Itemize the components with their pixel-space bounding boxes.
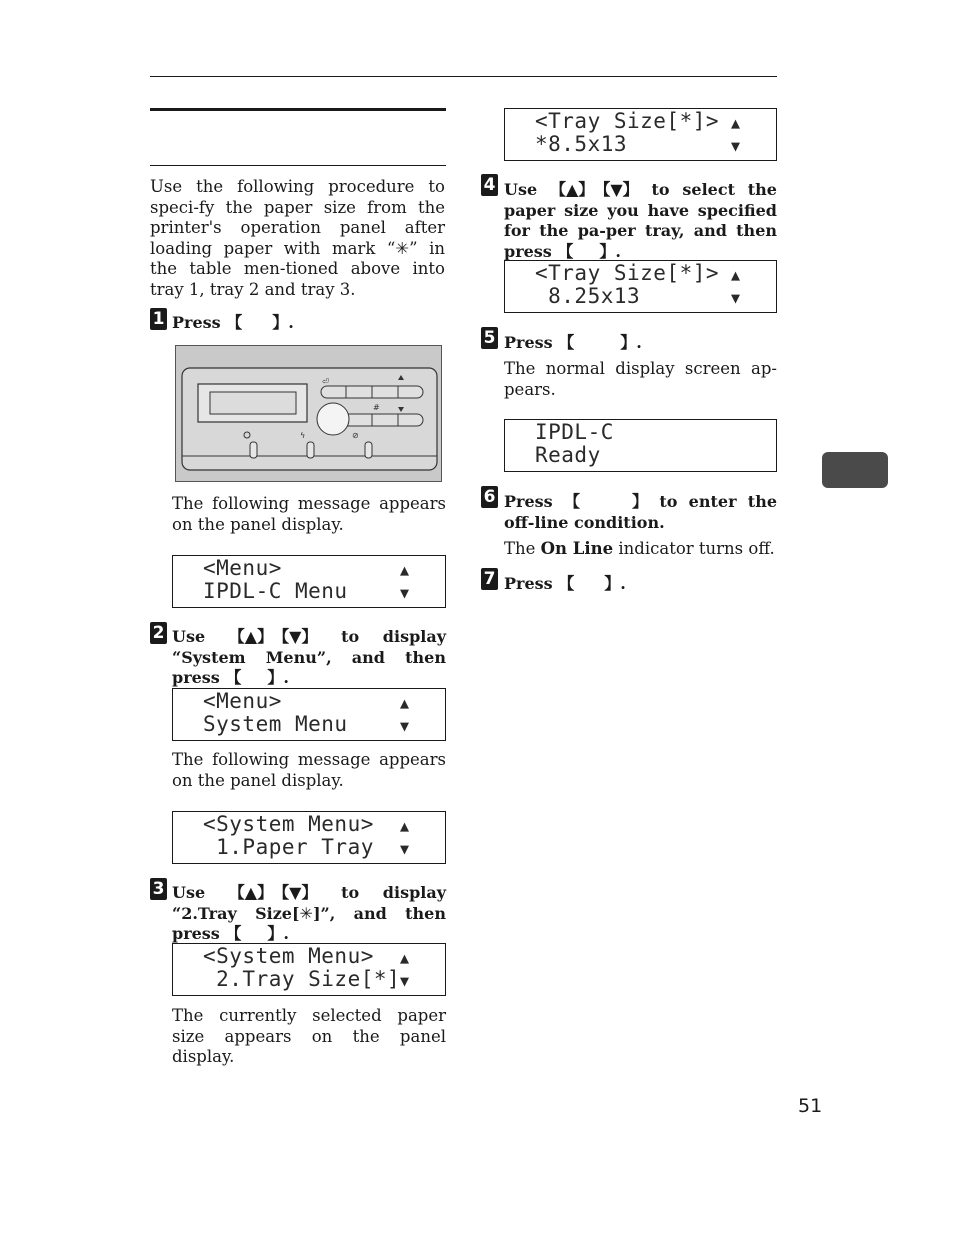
step-6-press-label: Press xyxy=(504,492,553,511)
bracket-open-icon: 【 xyxy=(549,180,566,199)
lcd-tray-size-selected xyxy=(504,260,777,313)
lcd-line-2: Ready xyxy=(535,443,601,467)
lcd-up-icon: ▲ xyxy=(400,949,410,967)
bracket-close-icon: 】 xyxy=(599,241,616,261)
step-1-key xyxy=(226,313,288,334)
step-3-result: The currently selected paper size appears on the panel display. xyxy=(172,1006,446,1066)
lcd-menu-ipdl xyxy=(172,555,446,608)
bracket-close-icon: 】 xyxy=(257,627,274,646)
step-2-key xyxy=(225,668,283,689)
up-key xyxy=(550,180,594,201)
step-6-key xyxy=(564,492,648,513)
step-5-result: The normal display screen ap-pears. xyxy=(504,359,777,399)
lcd-ready xyxy=(504,419,777,472)
bracket-open-icon: 【 xyxy=(228,883,245,902)
lcd-line-2: 1.Paper Tray xyxy=(203,835,374,859)
down-key xyxy=(594,180,638,201)
step-6-instruction xyxy=(504,492,777,533)
bracket-open-icon: 【 xyxy=(558,333,575,352)
step-1-result: The following message appears on the panel display. xyxy=(172,494,446,534)
bracket-open-icon: 【 xyxy=(563,492,580,511)
step-3-text: to display “2.Tray Size[ xyxy=(172,883,447,923)
lcd-line-1: IPDL-C xyxy=(535,420,614,444)
lcd-menu-system xyxy=(172,688,446,741)
intro-text-before: Use the following procedure to speci-fy the paper size from the printer's operation panel after loading paper with mark “ xyxy=(150,177,445,258)
step-7-key xyxy=(558,574,620,595)
bracket-open-icon: 【 xyxy=(228,627,245,646)
section-bottom-rule xyxy=(150,165,446,166)
bracket-close-icon: 】 xyxy=(604,574,621,593)
step-7-instruction: Press 【 】. xyxy=(504,574,626,593)
down-key xyxy=(273,883,317,904)
step-3-key xyxy=(225,924,283,945)
bracket-close-icon: 】 xyxy=(267,924,284,943)
bracket-open-icon: 【 xyxy=(273,627,290,646)
lcd-line-2: IPDL-C Menu xyxy=(203,579,348,603)
page-number: 51 xyxy=(798,1095,823,1117)
svg-text:#: # xyxy=(373,403,380,412)
step-2-text: to display “System Menu”, and then press xyxy=(172,627,447,687)
bracket-close-icon: 】 xyxy=(272,313,289,332)
lcd-up-icon: ▲ xyxy=(731,266,741,284)
lcd-up-icon: ▲ xyxy=(400,561,410,579)
operation-panel-drawing xyxy=(176,346,441,481)
lcd-up-icon: ▲ xyxy=(400,817,410,835)
bracket-close-icon: 】 xyxy=(267,668,284,687)
lcd-line-2: 2.Tray Size[*] xyxy=(203,967,401,991)
step-1-number: 1 xyxy=(150,308,167,330)
header-rule xyxy=(150,76,777,77)
lcd-down-icon: ▼ xyxy=(400,972,410,990)
on-line-indicator-label: On Line xyxy=(540,539,614,558)
step-1-press-label: Press xyxy=(172,313,221,332)
lcd-line-1: <System Menu> xyxy=(203,812,374,836)
step-2-result: The following message appears on the panel display. xyxy=(172,750,446,790)
bracket-open-icon: 【 xyxy=(225,668,242,687)
lcd-down-icon: ▼ xyxy=(400,584,410,602)
bracket-open-icon: 【 xyxy=(273,883,290,902)
down-arrow-icon: ▼ xyxy=(289,627,302,646)
down-arrow-icon: ▼ xyxy=(610,180,623,199)
lcd-line-2: System Menu xyxy=(203,712,348,736)
lcd-down-icon: ▼ xyxy=(400,717,410,735)
step-4-key xyxy=(557,242,615,263)
step-6-result-post: indicator turns off. xyxy=(613,539,775,558)
lcd-system-menu-tray-size xyxy=(172,943,446,996)
step-5-key xyxy=(558,333,636,354)
step-6-result-pre: The xyxy=(504,539,541,558)
step-2-use-label: Use xyxy=(172,627,206,646)
bracket-open-icon: 【 xyxy=(558,574,575,593)
up-key xyxy=(229,883,273,904)
step-6-number: 6 xyxy=(481,486,498,508)
step-4-instruction: Use 【▲】【▼】 to select the paper size you have specified for the pa-per tray, and then press 【 】. xyxy=(504,180,777,261)
step-2-instruction: Use 【▲】【▼】 to display “System Menu”, and then press 【 】. xyxy=(172,627,447,687)
bracket-close-icon: 】 xyxy=(578,180,595,199)
lcd-line-1: <Tray Size[*]> xyxy=(535,261,720,285)
svg-text:⏎: ⏎ xyxy=(322,377,329,386)
bracket-close-icon: 】 xyxy=(301,627,318,646)
step-5-number: 5 xyxy=(481,327,498,349)
lcd-line-1: <Menu> xyxy=(203,689,282,713)
step-5-press-label: Press xyxy=(504,333,553,352)
bracket-open-icon: 【 xyxy=(225,924,242,943)
lcd-tray-size-current xyxy=(504,108,777,161)
lcd-line-1: <System Menu> xyxy=(203,944,374,968)
asterisk-mark-icon: ✳ xyxy=(395,238,410,258)
bracket-close-icon: 】 xyxy=(631,492,648,511)
up-arrow-icon: ▲ xyxy=(244,883,258,902)
svg-text:ϟ: ϟ xyxy=(300,431,306,440)
step-4-text: to select the paper size you have specified for the pa-per tray, and then press xyxy=(504,180,777,261)
step-5-instruction: Press 【 】. xyxy=(504,333,642,352)
lcd-down-icon: ▼ xyxy=(731,137,741,155)
lcd-line-1: <Menu> xyxy=(203,556,282,580)
intro-text-after: ” in the table men-tioned above into tray 1, tray 2 and tray 3. xyxy=(150,238,445,299)
step-3-number: 3 xyxy=(150,878,167,900)
step-7-press-label: Press xyxy=(504,574,553,593)
step-3-use-label: Use xyxy=(172,883,206,902)
asterisk-mark-icon: ✳ xyxy=(299,903,313,923)
up-arrow-icon: ▲ xyxy=(244,627,258,646)
step-6-text: to enter the off-line condition. xyxy=(504,492,777,532)
lcd-down-icon: ▼ xyxy=(400,840,410,858)
lcd-up-icon: ▲ xyxy=(731,114,741,132)
bracket-close-icon: 】 xyxy=(622,180,639,199)
lcd-down-icon: ▼ xyxy=(731,289,741,307)
bracket-open-icon: 【 xyxy=(594,180,611,199)
up-key xyxy=(229,627,273,648)
section-top-rule xyxy=(150,108,446,111)
bracket-close-icon: 】 xyxy=(257,883,274,902)
step-4-number: 4 xyxy=(481,174,498,196)
intro-paragraph xyxy=(150,177,445,300)
step-1-instruction: Press 【 】. xyxy=(172,313,294,332)
down-arrow-icon: ▼ xyxy=(289,883,302,902)
lcd-line-2: 8.25x13 xyxy=(535,284,641,308)
bracket-open-icon: 【 xyxy=(557,241,574,261)
step-3-instruction: Use 【▲】【▼】 to display “2.Tray Size[✳]”, and then press 【 】. xyxy=(172,883,447,943)
lcd-up-icon: ▲ xyxy=(400,694,410,712)
chapter-thumb-tab xyxy=(822,452,888,488)
bracket-close-icon: 】 xyxy=(301,883,318,902)
step-4-use-label: Use xyxy=(504,180,538,199)
bracket-close-icon: 】 xyxy=(620,333,637,352)
step-3-text-end: ]”, and then press xyxy=(172,903,446,943)
lcd-system-menu-paper-tray xyxy=(172,811,446,864)
step-6-result xyxy=(504,539,777,560)
lcd-line-1: <Tray Size[*]> xyxy=(535,109,720,133)
step-2-number: 2 xyxy=(150,622,167,644)
up-arrow-icon: ▲ xyxy=(565,180,579,199)
bracket-open-icon: 【 xyxy=(226,313,243,332)
operation-panel-illustration xyxy=(175,345,442,482)
step-7-number: 7 xyxy=(481,568,498,590)
svg-text:⊘: ⊘ xyxy=(352,431,359,440)
down-key xyxy=(273,627,317,648)
lcd-line-2: *8.5x13 xyxy=(535,132,628,156)
